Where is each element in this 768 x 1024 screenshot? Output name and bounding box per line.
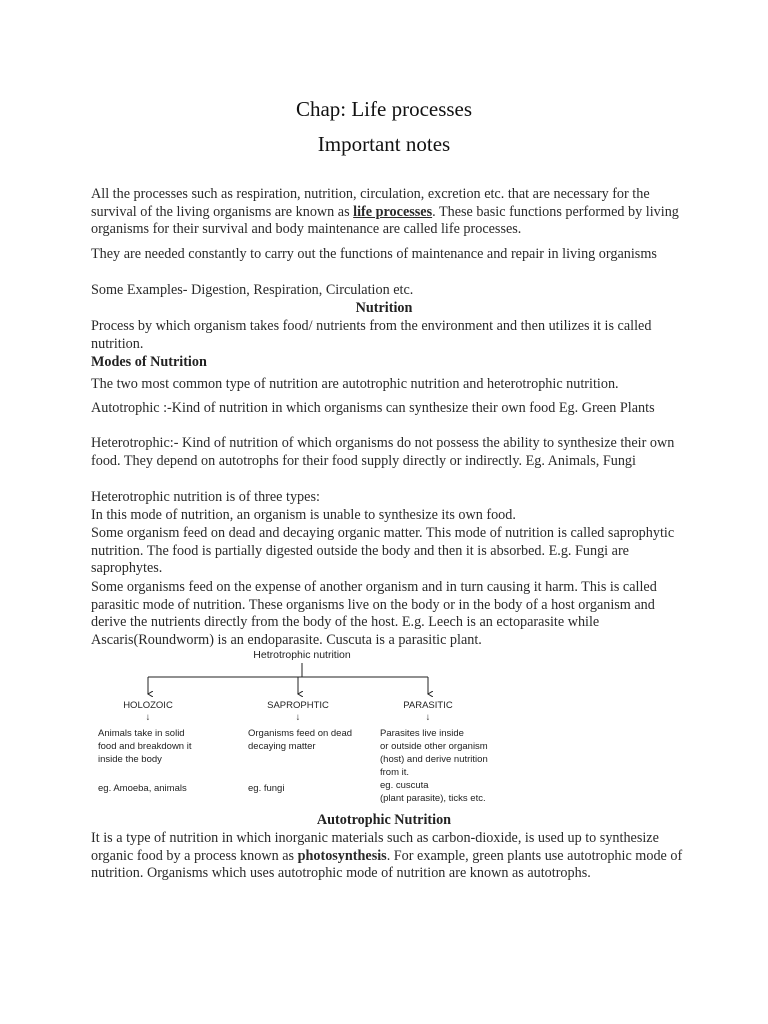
parasitic-line: Parasites live inside [380,728,464,739]
examples-line: Some Examples- Digestion, Respiration, Circulation etc. [91,282,414,298]
diagram-title: Hetrotrophic nutrition [253,649,351,661]
nutrition-heading: Nutrition [355,300,413,316]
saprophytic-example: eg. fungi [248,783,285,794]
photosynthesis-term: photosynthesis [297,847,387,864]
parasitic-line: from it. [380,767,410,778]
saprophytic-line: Organisms feed on dead [248,728,353,739]
intro-text-start: All the processes such as respiration, nutrition, circulation, excretion etc. that are necessary for the survival of the living organisms are known as [91,186,650,220]
autotrophic-paragraph [91,830,691,883]
heterotrophic-definition: Heterotrophic:- Kind of nutrition of which organisms do not possess the ability to synthesize their own food. They depend on autotrophs for their food supply directly or indirectly. Eg. Animals, Fungi [91,435,675,469]
branch-holozoic: HOLOZOIC [123,700,173,711]
page-subtitle: Important notes [317,132,451,156]
heterotrophic-nutrition-diagram [91,646,511,810]
autotrophic-text-start: It is a type of nutrition in which inorganic materials such as carbon-dioxide, is used up to synthesize organic food by a process known as [91,830,659,864]
modes-heading: Modes of Nutrition [91,354,207,370]
saprophytic-line: decaying matter [248,741,316,752]
parasitic-example: (plant parasite), ticks etc. [380,793,486,804]
life-processes-term: life processes [353,203,433,220]
autotrophic-text-end: . For example, green plants use autotrophic mode of nutrition. Organisms which uses autotrophic mode of nutrition are known as autotrophs. [91,847,683,881]
intro-text-end: . These basic functions performed by living organisms for their survival and body maintenance are called life processes. [91,203,679,237]
parasitic-description: Some organisms feed on the expense of another organism and in turn causing it harm. This is called parasitic mode of nutrition. These organisms live on the body or in the body of a host organism and derive the nutrients directly from the body of the host. E.g. Leech is an ectoparasite while Ascaris(Roundworm) is an endoparasite. Cuscuta is a parasitic plant. [91,579,657,648]
down-arrow-icon: ↓ [425,712,431,723]
saprophytic-description: Some organism feed on dead and decaying organic matter. This mode of nutrition is called saprophytic nutrition. The food is partially digested outside the body and then it is absorbed. E.g. Fungi are saprophytes. [91,525,675,576]
holozoic-description: In this mode of nutrition, an organism is unable to synthesize its own food. [91,507,516,523]
holozoic-line: inside the body [98,754,162,765]
parasitic-line: (host) and derive nutrition [380,754,488,765]
intro-paragraph [91,186,691,239]
heterotrophic-types: Heterotrophic nutrition is of three types: [91,489,320,505]
nutrition-definition: Process by which organism takes food/ nutrients from the environment and then utilizes it is called nutrition. [91,318,652,352]
modes-intro: The two most common type of nutrition are autotrophic nutrition and heterotrophic nutrition. [91,376,619,392]
parasitic-line: or outside other organism [380,741,488,752]
down-arrow-icon: ↓ [145,712,151,723]
autotrophic-definition: Autotrophic :-Kind of nutrition in which organisms can synthesize their own food Eg. Green Plants [91,400,655,416]
branch-parasitic: PARASITIC [403,700,453,711]
down-arrow-icon: ↓ [295,712,301,723]
holozoic-line: food and breakdown it [98,741,192,752]
chapter-title: Chap: Life processes [295,97,473,121]
holozoic-line: Animals take in solid [98,728,185,739]
branch-saprophytic: SAPROPHTIC [267,700,329,711]
parasitic-example: eg. cuscuta [380,780,429,791]
holozoic-example: eg. Amoeba, animals [98,783,187,794]
need-paragraph: They are needed constantly to carry out the functions of maintenance and repair in living organisms [91,246,657,262]
autotrophic-heading: Autotrophic Nutrition [316,812,452,828]
